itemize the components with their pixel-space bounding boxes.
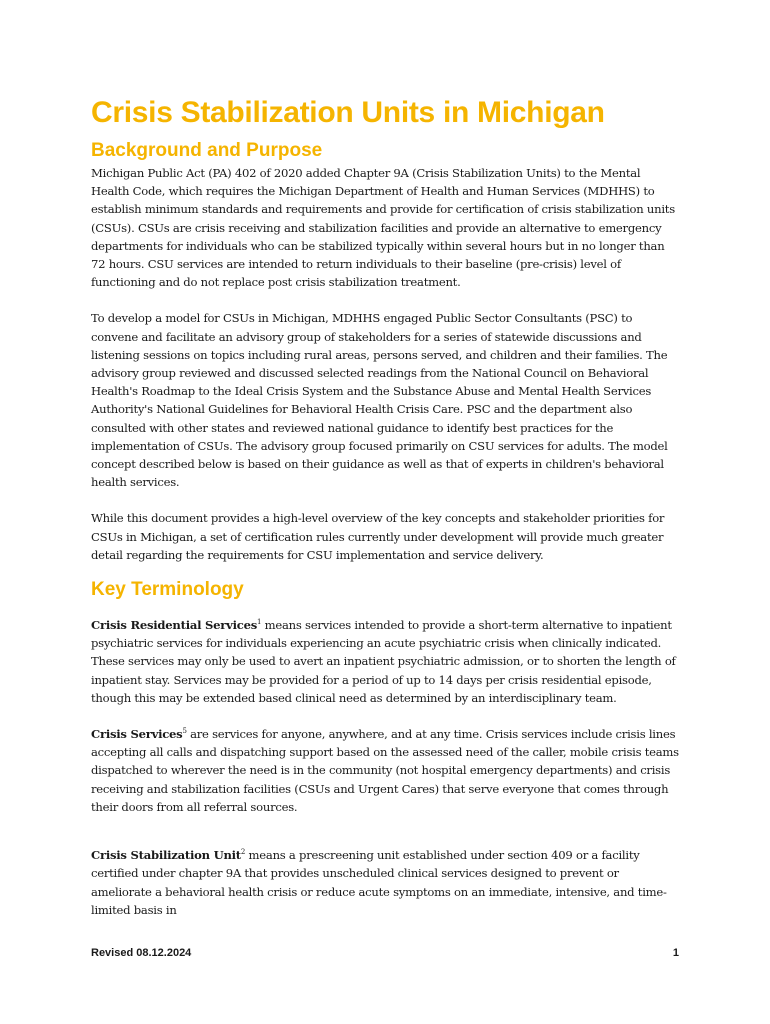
term-definition: are services for anyone, anywhere, and at any time. Crisis services include crisis lines accepting all calls and dispatching support based on the assessed need of the caller, mobile crisis teams dispatched to wherever the need is in the community (not hospital emergency departments) and crisis receiving and stabilization facilities (CSUs and Urgent Cares) that serve everyone that comes through their doors from all referral sources. bbox=[91, 727, 679, 814]
footnote-marker[interactable]: 5 bbox=[182, 727, 187, 736]
footer-page-number: 1 bbox=[672, 947, 679, 959]
term-name: Crisis Services bbox=[91, 727, 183, 742]
term-definition: means services intended to provide a short-term alternative to inpatient psychiatric services for individuals experiencing an acute psychiatric crisis when clinically indicated. These services may only be used to avert an inpatient psychiatric admission, or to shorten the length of inpatient stay. Services may be provided for a period of up to 14 days per crisis residential episode, though this may be extended based clinical need as determined by an interdisciplinary team. bbox=[91, 618, 676, 705]
footer-revised-date: Revised 08.12.2024 bbox=[91, 947, 192, 959]
page-title: Crisis Stabilization Units in Michigan bbox=[91, 96, 605, 129]
footnote-marker[interactable]: 2 bbox=[240, 848, 246, 857]
term-crisis-services bbox=[91, 725, 681, 816]
background-paragraph-1: Michigan Public Act (PA) 402 of 2020 added Chapter 9A (Crisis Stabilization Units) to the Mental Health Code, which requires the Michigan Department of Health and Human Services (MDHHS) to establish minimum standards and requirements and provide for certification of crisis stabilization units (CSUs). CSUs are crisis receiving and stabilization facilities and provide an alternative to emergency departments for individuals who can be stabilized typically within several hours but in no longer than 72 hours. CSU services are intended to return individuals to their baseline (pre-crisis) level of functioning and do not replace post crisis stabilization treatment. bbox=[91, 166, 675, 290]
page-content bbox=[91, 94, 681, 919]
background-heading: Background and Purpose bbox=[91, 140, 323, 161]
footnote-marker[interactable]: 1 bbox=[257, 618, 262, 627]
terminology-heading: Key Terminology bbox=[91, 579, 244, 601]
term-crisis-stabilization-unit bbox=[91, 846, 681, 919]
background-paragraph-2: To develop a model for CSUs in Michigan, MDHHS engaged Public Sector Consultants (PSC) to convene and facilitate an advisory group of stakeholders for a series of statewide discussions and listening sessions on topics including rural areas, persons served, and children and their families. The advisory group reviewed and discussed selected readings from the National Council on Behavioral Health's Roadmap to the Ideal Crisis System and the Substance Abuse and Mental Health Services Authority's National Guidelines for Behavioral Health Crisis Care. PSC and the department also consulted with other states and reviewed national guidance to identify best practices for the implementation of CSUs. The advisory group focused primarily on CSU services for adults. The model concept described below is based on their guidance as well as that of experts in children's behavioral health services. bbox=[91, 311, 668, 490]
term-crisis-residential-services bbox=[91, 616, 681, 707]
background-paragraph-3: While this document provides a high-level overview of the key concepts and stakeholder priorities for CSUs in Michigan, a set of certification rules currently under development will provide much greater detail regarding the requirements for CSU implementation and service delivery. bbox=[91, 511, 665, 562]
term-definition: means a prescreening unit established under section 409 or a facility certified under chapter 9A that provides unscheduled clinical services designed to prevent or ameliorate a behavioral health crisis or reduce acute symptoms on an immediate, intensive, and time-limited basis in bbox=[91, 848, 667, 917]
term-name: Crisis Residential Services bbox=[91, 618, 258, 633]
term-name: Crisis Stabilization Unit bbox=[91, 848, 241, 863]
